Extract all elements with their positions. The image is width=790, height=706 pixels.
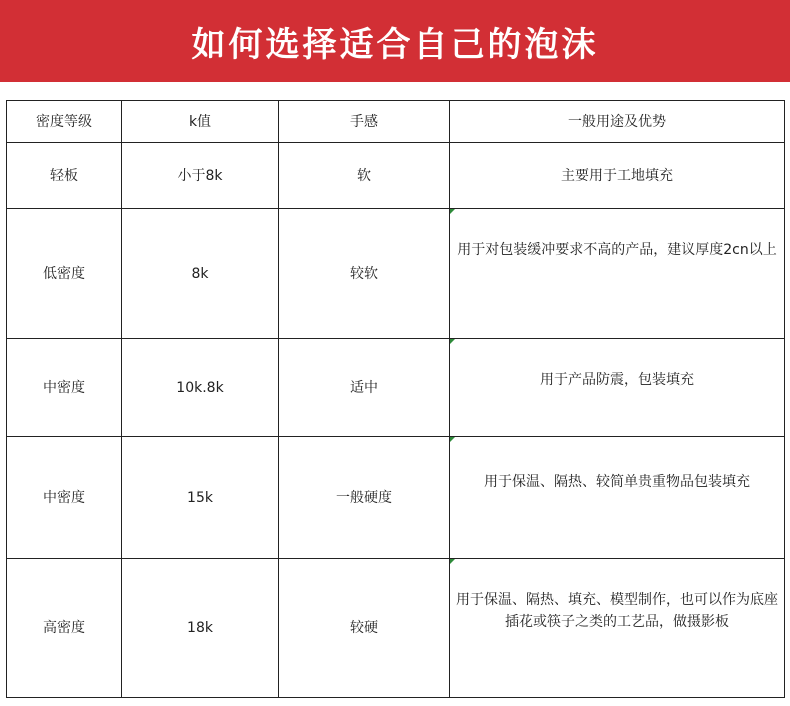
- cell-use-text: 用于产品防震，包装填充: [540, 372, 694, 388]
- cell-feel: 软: [279, 143, 450, 209]
- cell-feel: 较软: [279, 209, 450, 339]
- header-feel: 手感: [279, 101, 450, 143]
- table-header-row: [7, 101, 785, 143]
- cell-feel: 一般硬度: [279, 437, 450, 559]
- cell-grade: 中密度: [7, 437, 122, 559]
- cell-use: 主要用于工地填充: [450, 143, 785, 209]
- cell-use: [450, 209, 785, 339]
- cell-feel: 适中: [279, 339, 450, 437]
- cell-k-value: 小于8k: [122, 143, 279, 209]
- cell-feel: 较硬: [279, 559, 450, 698]
- cell-grade: 轻板: [7, 143, 122, 209]
- cell-use: [450, 559, 785, 698]
- table-row: [7, 437, 785, 559]
- cell-corner-marker: [450, 209, 455, 214]
- table-row: [7, 559, 785, 698]
- title-banner: [0, 0, 790, 82]
- header-k-value: k值: [122, 101, 279, 143]
- cell-use-text: 用于保温、隔热、填充、模型制作，也可以作为底座插花或筷子之类的工艺品，做摄影板: [456, 592, 778, 630]
- header-use: 一般用途及优势: [450, 101, 785, 143]
- header-grade: 密度等级: [7, 101, 122, 143]
- cell-k-value: 10k.8k: [122, 339, 279, 437]
- cell-k-value: 18k: [122, 559, 279, 698]
- cell-use: [450, 339, 785, 437]
- cell-corner-marker: [450, 437, 455, 442]
- cell-grade: 高密度: [7, 559, 122, 698]
- cell-k-value: 15k: [122, 437, 279, 559]
- table-row: [7, 143, 785, 209]
- cell-use-text: 用于对包装缓冲要求不高的产品，建议厚度2cn以上: [457, 242, 777, 258]
- page-title: 如何选择适合自己的泡沫: [191, 24, 599, 65]
- cell-grade: 中密度: [7, 339, 122, 437]
- foam-density-table: [6, 100, 785, 698]
- table-row: [7, 339, 785, 437]
- cell-use: [450, 437, 785, 559]
- cell-corner-marker: [450, 559, 455, 564]
- cell-corner-marker: [450, 339, 455, 344]
- table-row: [7, 209, 785, 339]
- cell-grade: 低密度: [7, 209, 122, 339]
- cell-k-value: 8k: [122, 209, 279, 339]
- cell-use-text: 用于保温、隔热、较简单贵重物品包装填充: [484, 474, 750, 490]
